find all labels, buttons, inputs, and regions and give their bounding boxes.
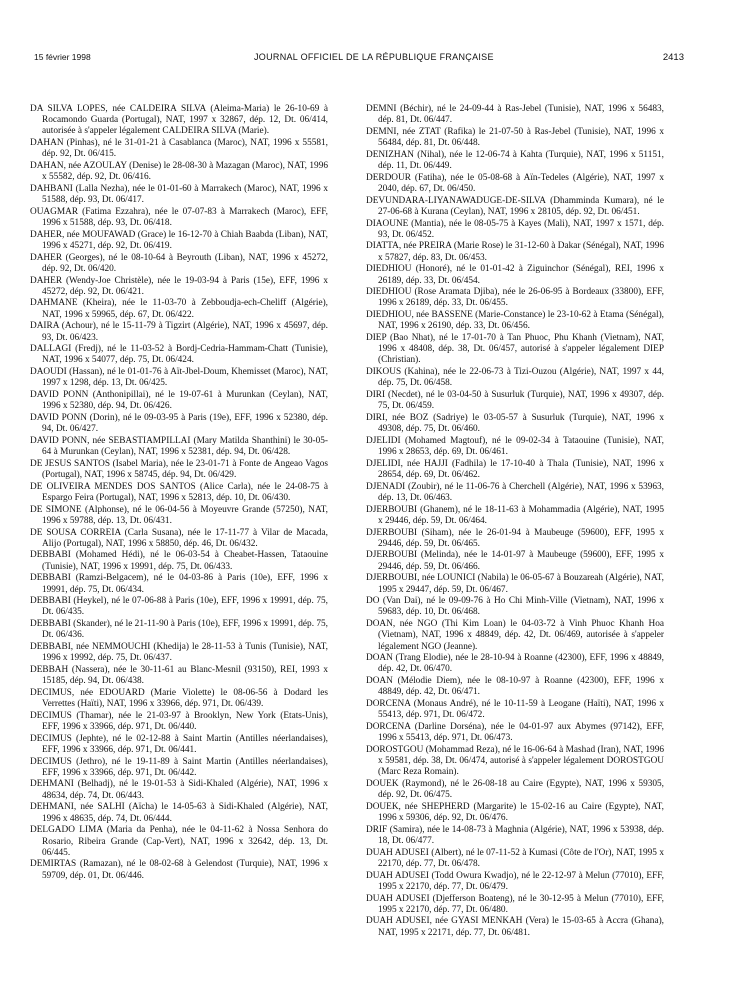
page-number: 2413 [662,52,684,63]
naturalization-entry: DUAH ADUSEI, née GYASI MENKAH (Vera) le 15-03-65 à Accra (Ghana), NAT, 1995 x 22171, dép. 77, Dt. 06/481. [366,916,664,938]
naturalization-entry: DOAN (Mélodie Diem), née le 08-10-97 à Roanne (42300), EFF, 1996 x 48849, dép. 42, Dt. 06/471. [366,676,664,698]
right-column [366,104,664,939]
naturalization-entry: DIEDHIOU (Honoré), né le 01-01-42 à Ziguinchor (Sénégal), REI, 1996 x 26189, dép. 33, Dt. 06/454. [366,264,664,286]
naturalization-entry: DOUEK (Raymond), né le 26-08-18 au Caire (Egypte), NAT, 1996 x 59305, dép. 92, Dt. 06/475. [366,778,664,801]
naturalization-entry: DOAN, née NGO (Thi Kim Loan) le 04-03-72 à Vinh Phuoc Khanh Hoa (Vietnam), NAT, 1996 x 48849, dép. 42, Dt. 06/469, autorisée à s'appeler légalement NGO (Jeanne). [366,619,664,652]
naturalization-entry: DAHAN (Pinhas), né le 31-01-21 à Casablanca (Maroc), NAT, 1996 x 55581, dép. 92, Dt. 06/415. [30,138,328,160]
naturalization-entry: DUAH ADUSEI (Albert), né le 07-11-52 à Kumasi (Côte de l'Or), NAT, 1995 x 22170, dép. 77, Dt. 06/478. [366,847,664,869]
naturalization-entry: DIRI, née BOZ (Sadriye) le 03-05-57 à Susurluk (Turquie), NAT, 1996 x 49308, dép. 75, Dt. 06/460. [366,412,664,435]
naturalization-entry: DAVID PONN (Anthonipillai), né le 19-07-61 à Murunkan (Ceylan), NAT, 1996 x 52380, dép. 94, Dt. 06/426. [30,390,328,412]
naturalization-entry: DJELIDI, née HAJJI (Fadhila) le 17-10-40 à Thala (Tunisie), NAT, 1996 x 28654, dép. 69, Dt. 06/462. [366,458,664,480]
naturalization-entry: DIEP (Bao Nhat), né le 17-01-70 à Tan Phuoc, Phu Khanh (Vietnam), NAT, 1996 x 48408, dép. 38, Dt. 06/457, autorisé à s'appeler légalement DIEP (Christian). [366,333,664,366]
naturalization-entry: DALLAGI (Fredj), né le 11-03-52 à Bordj-Cedria-Hammam-Chatt (Tunisie), NAT, 1996 x 54077, dép. 75, Dt. 06/424. [30,344,328,366]
naturalization-entry: DJELIDI (Mohamed Magtouf), né le 09-02-34 à Tataouine (Tunisie), NAT, 1996 x 28653, dép. 69, Dt. 06/461. [366,435,664,458]
naturalization-entry: DJENADI (Zoubir), né le 11-06-76 à Cherchell (Algérie), NAT, 1996 x 53963, dép. 13, Dt. 06/463. [366,481,664,503]
journal-title: JOURNAL OFFICIEL DE LA RÉPUBLIQUE FRANÇAISE [254,52,494,62]
naturalization-entry: DEMNI, née ZTAT (Rafika) le 21-07-50 à Ras-Jebel (Tunisie), NAT, 1996 x 56484, dép. 81, Dt. 06/448. [366,126,664,149]
naturalization-entry: DOROSTGOU (Mohammad Reza), né le 16-06-64 à Mashad (Iran), NAT, 1996 x 59581, dép. 38, Dt. 06/474, autorisé à s'appeler légalement DOROSTGOU (Marc Reza Romain). [366,744,664,778]
naturalization-entry: DECIMUS (Jephte), né le 02-12-88 à Saint Martin (Antilles néerlandaises), EFF, 1996 x 33966, dép. 971, Dt. 06/441. [30,733,328,755]
naturalization-entry: DOUEK, née SHEPHERD (Margarite) le 15-02-16 au Caire (Egypte), NAT, 1996 x 59306, dép. 92, Dt. 06/476. [366,801,664,824]
naturalization-entry: DJERBOUBI (Melinda), née le 14-01-97 à Maubeuge (59600), EFF, 1995 x 29446, dép. 59, Dt. 06/466. [366,550,664,572]
naturalization-entry: DRIF (Samira), née le 14-08-73 à Maghnia (Algérie), NAT, 1996 x 53938, dép. 18, Dt. 06/477. [366,824,664,846]
naturalization-entry: DJERBOUBI, née LOUNICI (Nabila) le 06-05-67 à Bouzareah (Algérie), NAT, 1995 x 29447, dép. 59, Dt. 06/467. [366,573,664,595]
naturalization-entry: DECIMUS (Jethro), né le 19-11-89 à Saint Martin (Antilles néerlandaises), EFF, 1996 x 33966, dép. 971, Dt. 06/442. [30,756,328,778]
naturalization-entry: DIKOUS (Kahina), née le 22-06-73 à Tizi-Ouzou (Algérie), NAT, 1997 x 44, dép. 75, Dt. 06/458. [366,367,664,389]
naturalization-entry: DAHBANI (Lalla Nezha), née le 01-01-60 à Marrakech (Maroc), NAT, 1996 x 51588, dép. 93, Dt. 06/417. [30,183,328,206]
naturalization-entry: DEBBABI (Heykel), né le 07-06-88 à Paris (10e), EFF, 1996 x 19991, dép. 75, Dt. 06/435. [30,596,328,618]
naturalization-entry: DIEDHIOU (Rose Aramata Djiba), née le 26-06-95 à Bordeaux (33800), EFF, 1996 x 26189, dép. 33, Dt. 06/455. [366,287,664,309]
naturalization-entry: DEBBABI (Ramzi-Belgacem), né le 04-03-86 à Paris (10e), EFF, 1996 x 19991, dép. 75, Dt. 06/434. [30,573,328,595]
naturalization-entry: OUAGMAR (Fatima Ezzahra), née le 07-07-83 à Marrakech (Maroc), EFF, 1996 x 51588, dép. 93, Dt. 06/418. [30,206,328,229]
naturalization-entry: DEBBABI, née NEMMOUCHI (Khedija) le 28-11-53 à Tunis (Tunisie), NAT, 1996 x 19992, dép. 75, Dt. 06/437. [30,642,328,664]
naturalization-entry: DIEDHIOU, née BASSENE (Marie-Constance) le 23-10-62 à Etama (Sénégal), NAT, 1996 x 26190, dép. 33, Dt. 06/456. [366,310,664,332]
naturalization-entry: DEBBABI (Mohamed Hédi), né le 06-03-54 à Cheabet-Hassen, Tataouine (Tunisie), NAT, 1996 x 19991, dép. 75, Dt. 06/433. [30,550,328,572]
naturalization-entry: DENIZHAN (Nihal), née le 12-06-74 à Kahta (Turquie), NAT, 1996 x 51151, dép. 11, Dt. 06/449. [366,149,664,172]
naturalization-entry: DE SOUSA CORREIA (Carla Susana), née le 17-11-77 à Vilar de Macada, Alijo (Portugal), NAT, 1996 x 58850, dép. 46, Dt. 06/432. [30,527,328,549]
naturalization-entry: DOAN (Trang Elodie), née le 28-10-94 à Roanne (42300), EFF, 1996 x 48849, dép. 42, Dt. 06/470. [366,653,664,675]
naturalization-entry: DO (Van Dai), né le 09-09-76 à Ho Chi Minh-Ville (Vietnam), NAT, 1996 x 59683, dép. 10, Dt. 06/468. [366,596,664,618]
naturalization-entry: DAVID PONN (Dorin), né le 09-03-95 à Paris (19e), EFF, 1996 x 52380, dép. 94, Dt. 06/427. [30,412,328,435]
naturalization-entry: DEVUNDARA-LIYANAWADUGE-DE-SILVA (Dhamminda Kumara), né le 27-06-68 à Kurana (Ceylan), NAT, 1996 x 28105, dép. 92, Dt. 06/451. [366,195,664,217]
naturalization-entry: DORCENA (Monaus André), né le 10-11-59 à Leogane (Haïti), NAT, 1996 x 55413, dép. 971, Dt. 06/472. [366,699,664,721]
left-column [30,104,328,882]
naturalization-entry: DECIMUS (Thamar), née le 21-03-97 à Brooklyn, New York (Etats-Unis), EFF, 1996 x 33966, dép. 971, Dt. 06/440. [30,710,328,732]
page-header [34,52,684,66]
naturalization-entry: DECIMUS, née EDOUARD (Marie Violette) le 08-06-56 à Dodard les Verrettes (Haïti), NAT, 1996 x 33966, dép. 971, Dt. 06/439. [30,687,328,710]
naturalization-entry: DAVID PONN, née SEBASTIAMPILLAI (Mary Matilda Shanthini) le 30-05-64 à Murunkan (Ceylan), NAT, 1996 x 52381, dép. 94, Dt. 06/428. [30,435,328,458]
naturalization-entry: DEBBABI (Skander), né le 21-11-90 à Paris (10e), EFF, 1996 x 19991, dép. 75, Dt. 06/436. [30,619,328,641]
naturalization-entry: DAHMANE (Kheira), née le 11-03-70 à Zebboudja-ech-Cheliff (Algérie), NAT, 1996 x 59965, dép. 67, Dt. 06/422. [30,298,328,320]
naturalization-entry: DELGADO LIMA (Maria da Penha), née le 04-11-62 à Nossa Senhora do Rosario, Ribeira Grande (Cap-Vert), NAT, 1996 x 32642, dép. 13, Dt. 06/445. [30,825,328,858]
naturalization-entry: DE JESUS SANTOS (Isabel Maria), née le 23-01-71 à Fonte de Angeao Vagos (Portugal), NAT, 1996 x 58745, dép. 94, Dt. 06/429. [30,458,328,480]
naturalization-entry: DEMIRTAS (Ramazan), né le 08-02-68 à Gelendost (Turquie), NAT, 1996 x 59709, dép. 01, Dt. 06/446. [30,859,328,881]
naturalization-entry: DE SIMONE (Alphonse), né le 06-04-56 à Moyeuvre Grande (57250), NAT, 1996 x 59788, dép. 13, Dt. 06/431. [30,504,328,526]
naturalization-entry: DEMNI (Béchir), né le 24-09-44 à Ras-Jebel (Tunisie), NAT, 1996 x 56483, dép. 81, Dt. 06/447. [366,104,664,126]
naturalization-entry: DJERBOUBI (Ghanem), né le 18-11-63 à Mohammadia (Algérie), NAT, 1995 x 29446, dép. 59, Dt. 06/464. [366,504,664,526]
naturalization-entry: DEHMANI (Belhadj), né le 19-01-53 à Sidi-Khaled (Algérie), NAT, 1996 x 48634, dép. 74, Dt. 06/443. [30,779,328,801]
publication-date: 15 février 1998 [34,52,91,62]
naturalization-entry: DUAH ADUSEI (Djefferson Boateng), né le 30-12-95 à Melun (77010), EFF, 1995 x 22170, dép. 77, Dt. 06/480. [366,893,664,915]
naturalization-entry: DAHAN, née AZOULAY (Denise) le 28-08-30 à Mazagan (Maroc), NAT, 1996 x 55582, dép. 92, Dt. 06/416. [30,161,328,183]
naturalization-entry: DIAOUNE (Mantia), née le 08-05-75 à Kayes (Mali), NAT, 1997 x 1571, dép. 93, Dt. 06/452. [366,218,664,240]
naturalization-entry: DIRI (Necdet), né le 03-04-50 à Susurluk (Turquie), NAT, 1996 x 49307, dép. 75, Dt. 06/459. [366,390,664,412]
naturalization-entry: DAHER (Wendy-Joe Christèle), née le 19-03-94 à Paris (15e), EFF, 1996 x 45272, dép. 92, Dt. 06/421. [30,275,328,297]
naturalization-entry: DIATTA, née PREIRA (Marie Rose) le 31-12-60 à Dakar (Sénégal), NAT, 1996 x 57827, dép. 83, Dt. 06/453. [366,241,664,263]
naturalization-entry: DEHMANI, née SALHI (Aïcha) le 14-05-63 à Sidi-Khaled (Algérie), NAT, 1996 x 48635, dép. 74, Dt. 06/444. [30,802,328,824]
naturalization-entry: DUAH ADUSEI (Todd Owura Kwadjo), né le 22-12-97 à Melun (77010), EFF, 1995 x 22170, dép. 77, Dt. 06/479. [366,870,664,892]
naturalization-entry: DEBBAH (Nassera), née le 30-11-61 au Blanc-Mesnil (93150), REI, 1993 x 15185, dép. 94, Dt. 06/438. [30,664,328,687]
naturalization-entry: DAHER (Georges), né le 08-10-64 à Beyrouth (Liban), NAT, 1996 x 45272, dép. 92, Dt. 06/420. [30,252,328,274]
naturalization-entry: DORCENA (Darline Dorséna), née le 04-01-97 aux Abymes (97142), EFF, 1996 x 55413, dép. 971, Dt. 06/473. [366,721,664,744]
naturalization-entry: DA SILVA LOPES, née CALDEIRA SILVA (Aleima-Maria) le 26-10-69 à Rocamondo Guarda (Portugal), NAT, 1997 x 32867, dép. 12, Dt. 06/414, autorisée à s'appeler légalement CALDEIRA SILVA (Marie). [30,104,328,137]
naturalization-entry: DAHER, née MOUFAWAD (Grace) le 16-12-70 à Chiah Baabda (Liban), NAT, 1996 x 45271, dép. 92, Dt. 06/419. [30,229,328,251]
naturalization-entry: DAIRA (Achour), né le 15-11-79 à Tigzirt (Algérie), NAT, 1996 x 45697, dép. 93, Dt. 06/423. [30,321,328,343]
naturalization-entry: DE OLIVEIRA MENDES DOS SANTOS (Alice Carla), née le 24-08-75 à Espargo Feira (Portugal), NAT, 1996 x 52813, dép. 10, Dt. 06/430. [30,481,328,503]
naturalization-entry: DAOUDI (Hassan), né le 01-01-76 à Aït-Jbel-Doum, Khemisset (Maroc), NAT, 1997 x 1298, dép. 13, Dt. 06/425. [30,367,328,389]
naturalization-entry: DERDOUR (Fatiha), née le 05-08-68 à Aïn-Tedeles (Algérie), NAT, 1997 x 2040, dép. 67, Dt. 06/450. [366,172,664,194]
naturalization-entry: DJERBOUBI (Siham), née le 26-01-94 à Maubeuge (59600), EFF, 1995 x 29446, dép. 59, Dt. 06/465. [366,527,664,549]
